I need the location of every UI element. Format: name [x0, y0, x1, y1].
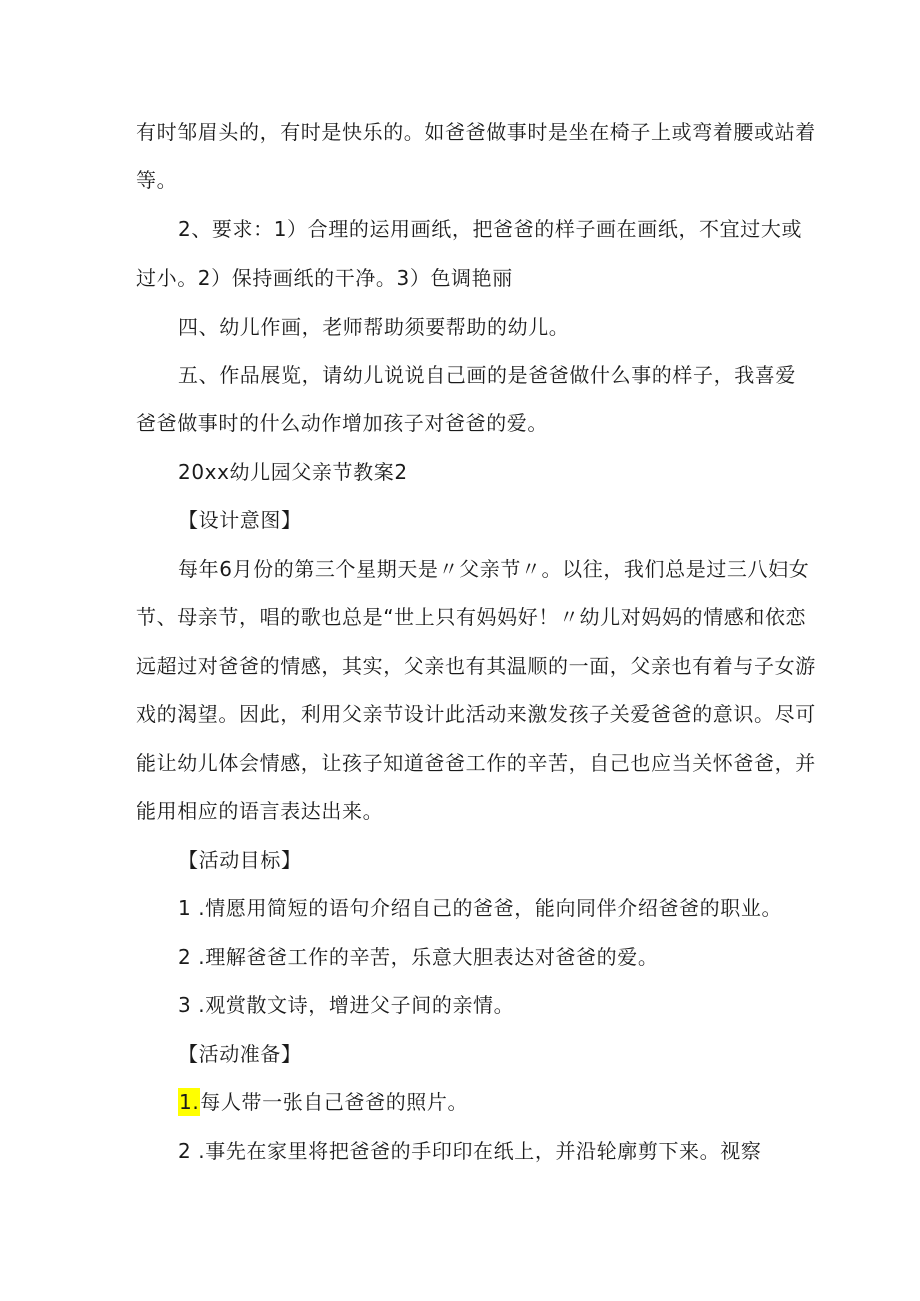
- highlighted-number: 1.: [179, 1090, 200, 1114]
- prep-item: [178, 1088, 468, 1116]
- goal-item: 2 .理解爸爸工作的辛苦，乐意大胆表达对爸爸的爱。: [178, 945, 659, 969]
- lesson-title: 20xx幼儿园父亲节教案2: [178, 460, 408, 484]
- prep-item-text: 每人带一张自己爸爸的照片。: [200, 1090, 469, 1114]
- section-heading-design-intent: 【设计意图】: [178, 508, 302, 532]
- goal-item: 3 .观赏散文诗，增进父子间的亲情。: [178, 993, 515, 1017]
- section-heading-activity-goals: 【活动目标】: [178, 848, 302, 872]
- requirement-line: 过小。2）保持画纸的干净。3）色调艳丽: [136, 266, 513, 290]
- section-heading-activity-prep: 【活动准备】: [178, 1042, 302, 1066]
- paragraph-line: 能让幼儿体会情感，让孩子知道爸爸工作的辛苦，自己也应当关怀爸爸，并: [136, 751, 816, 775]
- prep-item: 2 .事先在家里将把爸爸的手印印在纸上，并沿轮廓剪下来。视察: [178, 1139, 762, 1163]
- requirement-line: 2、要求：1）合理的运用画纸，把爸爸的样子画在画纸，不宜过大或: [178, 217, 803, 241]
- paragraph-line: 每年6月份的第三个星期天是〃父亲节〃。以往，我们总是过三八妇女: [178, 557, 810, 581]
- step-five-line: 爸爸做事时的什么动作增加孩子对爸爸的爱。: [136, 411, 548, 435]
- paragraph-line: 节、母亲节，唱的歌也总是“世上只有妈妈好！〃幼儿对妈妈的情感和依恋: [136, 605, 807, 629]
- paragraph-line: 等。: [136, 168, 178, 192]
- paragraph-line: 戏的渴望。因此，利用父亲节设计此活动来激发孩子关爱爸爸的意识。尽可: [136, 702, 816, 726]
- paragraph-line: 有时邹眉头的，有时是快乐的。如爸爸做事时是坐在椅子上或弯着腰或站着: [136, 120, 816, 144]
- paragraph-line: 远超过对爸爸的情感，其实，父亲也有其温顺的一面，父亲也有着与子女游: [136, 654, 816, 678]
- step-four-line: 四、幼儿作画，老师帮助须要帮助的幼儿。: [178, 315, 570, 339]
- step-five-line: 五、作品展览，请幼儿说说自己画的是爸爸做什么事的样子，我喜爱: [178, 363, 796, 387]
- paragraph-line: 能用相应的语言表达出来。: [136, 799, 384, 823]
- goal-item: 1 .情愿用简短的语句介绍自己的爸爸，能向同伴介绍爸爸的职业。: [178, 896, 783, 920]
